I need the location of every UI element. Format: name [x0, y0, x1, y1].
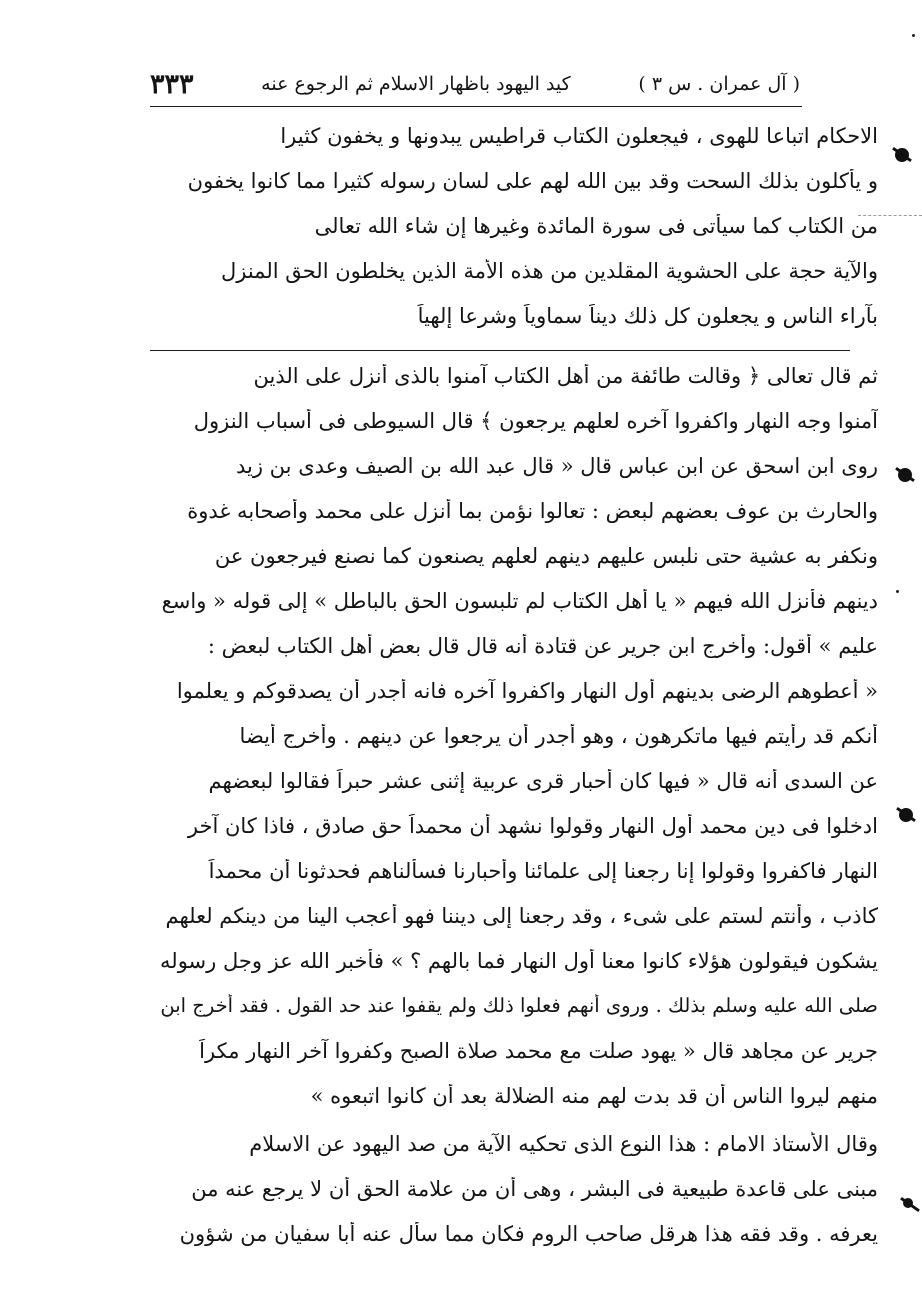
- header-rule: [150, 106, 802, 107]
- scan-artifact-line: [858, 215, 922, 216]
- text-line: دينهم فأنزل الله فيهم « يا أهل الكتاب لم تلبسون الحق بالباطل » إلى قوله « واسع: [161, 589, 878, 613]
- text-line: مبنى على قاعدة طبيعية فى البشر ، وهى أن من علامة الحق أن لا يرجع عنه من: [191, 1177, 878, 1201]
- section-title: كيد اليهود باظهار الاسلام ثم الرجوع عنه: [261, 73, 571, 95]
- text-line: ثم قال تعالى ﴿ وقالت طائفة من أهل الكتاب آمنوا بالذى أنزل على الذين: [253, 364, 878, 388]
- margin-mark: [898, 468, 912, 482]
- text-line: ادخلوا فى دين محمد أول النهار وقولوا نشهد أن محمداً حق صادق ، فاذا كان آخر: [187, 814, 878, 838]
- surah-reference: ( آل عمران . س ٣ ): [638, 73, 800, 95]
- text-line: صلى الله عليه وسلم بذلك . وروى أنهم فعلوا ذلك ولم يقفوا عند حد القول . فقد أخرج ابن: [160, 994, 878, 1017]
- text-line: « أعطوهم الرضى بدينهم أول النهار واكفروا آخره فانه أجدر أن يصدقوكم و يعلموا: [176, 679, 878, 703]
- section-divider: [150, 350, 850, 351]
- text-line: ونكفر به عشية حتى نلبس عليهم دينهم لعلهم يصنعون كما نصنع فيرجعون عن: [214, 544, 878, 568]
- scan-speck: [912, 34, 915, 37]
- text-line: منهم ليروا الناس أن قد بدت لهم منه الضلالة بعد أن كانوا اتبعوه »: [310, 1084, 878, 1108]
- text-line: آمنوا وجه النهار واكفروا آخره لعلهم يرجعون ﴾ قال السيوطى فى أسباب النزول: [193, 409, 878, 433]
- text-line: عليم » أقول: وأخرج ابن جرير عن قتادة أنه قال قال بعض أهل الكتاب لبعض :: [207, 634, 878, 658]
- text-line: يشكون فيقولون هؤلاء كانوا معنا أول النهار فما بالهم ؟ » فأخبر الله عز وجل رسوله: [160, 949, 878, 973]
- body-text: [150, 118, 878, 1288]
- text-line: الاحكام اتباعا للهوى ، فيجعلون الكتاب قراطيس يبدونها و يخفون كثيرا: [280, 124, 878, 148]
- text-line: النهار فاكفروا وقولوا إنا رجعنا إلى علمائنا وأحبارنا فسألناهم فحدثونا أن محمداً: [208, 859, 878, 883]
- running-header: [150, 66, 800, 102]
- margin-mark: [899, 808, 913, 822]
- text-line: والآية حجة على الحشوية المقلدين من هذه الأمة الذين يخلطون الحق المنزل: [221, 259, 878, 283]
- text-line: و يأكلون بذلك السحت وقد بين الله لهم على لسان رسوله كثيرا مما كانوا يخفون: [187, 169, 878, 193]
- text-line: كاذب ، وأنتم لستم على شىء ، وقد رجعنا إلى ديننا فهو أعجب الينا من دينكم لعلهم: [165, 904, 878, 928]
- text-line: روى ابن اسحق عن ابن عباس قال « قال عبد الله بن الصيف وعدى بن زيد: [236, 454, 878, 478]
- page-number: ٣٣٣: [150, 68, 194, 100]
- text-line: عن السدى أنه قال « فيها كان أحبار قرى عربية إثنى عشر حبراً فقالوا لبعضهم: [208, 769, 878, 793]
- text-line: بآراء الناس و يجعلون كل ذلك ديناً سماوياً وشرعا إلهياً: [417, 304, 878, 328]
- text-line: جرير عن مجاهد قال « يهود صلت مع محمد صلاة الصبح وكفروا آخر النهار مكراً: [199, 1039, 878, 1063]
- text-line: يعرفه . وقد فقه هذا هرقل صاحب الروم فكان مما سأل عنه أبا سفيان من شؤون: [179, 1222, 878, 1246]
- margin-mark: [903, 1198, 913, 1208]
- text-line: من الكتاب كما سيأتى فى سورة المائدة وغيرها إن شاء الله تعالى: [314, 214, 878, 238]
- scan-speck: [896, 590, 899, 593]
- margin-mark: [895, 148, 909, 162]
- text-line: وقال الأستاذ الامام : هذا النوع الذى تحكيه الآية من صد اليهود عن الاسلام: [249, 1132, 878, 1156]
- text-line: والحارث بن عوف بعضهم لبعض : تعالوا نؤمن بما أنزل على محمد وأصحابه غدوة: [187, 499, 878, 523]
- text-line: أنكم قد رأيتم فيها ماتكرهون ، وهو أجدر أن يرجعوا عن دينهم . وأخرج أيضا: [239, 724, 878, 748]
